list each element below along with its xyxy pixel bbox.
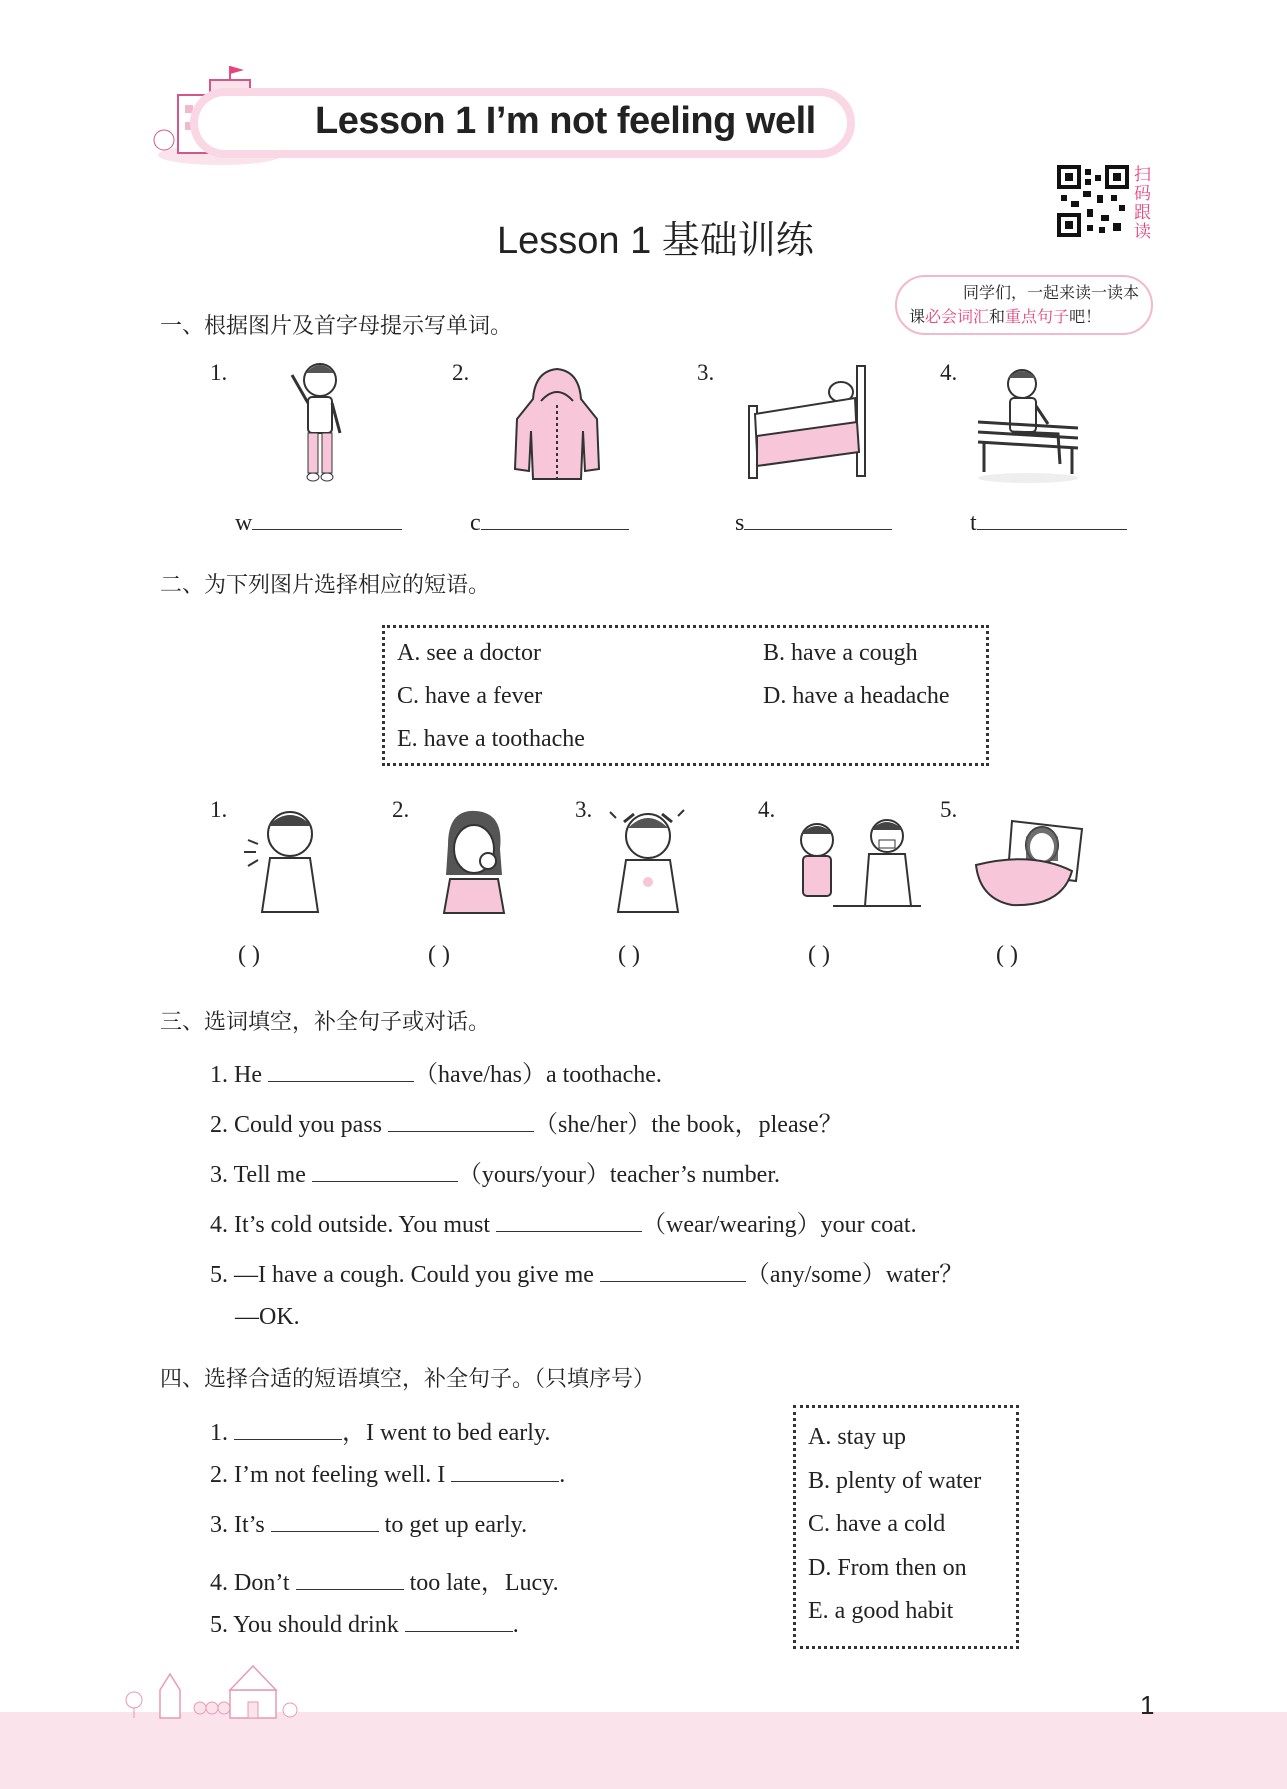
option-d: D. From then on bbox=[808, 1555, 967, 1581]
s2-item-num: 3. bbox=[575, 797, 593, 822]
blank[interactable] bbox=[296, 1589, 404, 1590]
option-a: A. stay up bbox=[808, 1424, 906, 1450]
blank[interactable] bbox=[268, 1081, 414, 1082]
s4-sentence: 1. ，I went to bed early. bbox=[210, 1420, 551, 1446]
section2-title: 二、为下列图片选择相应的短语。 bbox=[160, 573, 491, 598]
s1-answer-line[interactable]: c bbox=[470, 510, 629, 537]
cough-picture bbox=[240, 800, 330, 915]
s2-item-num: 2. bbox=[392, 797, 410, 822]
fever-picture bbox=[972, 815, 1092, 910]
s4-sentence: 5. You should drink . bbox=[210, 1612, 519, 1638]
section4-title: 四、选择合适的短语填空，补全句子。（只填序号） bbox=[160, 1367, 656, 1392]
blank[interactable] bbox=[600, 1281, 746, 1282]
s3-reply: —OK. bbox=[235, 1304, 300, 1330]
bed-picture bbox=[745, 362, 885, 487]
s2-answer-paren[interactable]: ( ) bbox=[996, 942, 1018, 968]
option-a: A. see a doctor bbox=[397, 640, 541, 666]
s3-sentence: 3. Tell me （yours/your）teacher’s number. bbox=[210, 1162, 781, 1188]
option-c: C. have a cold bbox=[808, 1511, 946, 1537]
s3-sentence: 1. He （have/has）a toothache. bbox=[210, 1062, 662, 1088]
blank[interactable] bbox=[234, 1439, 342, 1440]
boy-waving-picture bbox=[280, 355, 360, 495]
s2-item-num: 5. bbox=[940, 797, 958, 822]
town-illustration bbox=[120, 1660, 400, 1720]
s2-item-num: 4. bbox=[758, 797, 776, 822]
blank[interactable] bbox=[451, 1481, 559, 1482]
blank[interactable] bbox=[405, 1631, 513, 1632]
page-number: 1 bbox=[1140, 1690, 1155, 1720]
blank[interactable] bbox=[388, 1131, 534, 1132]
s1-answer-line[interactable]: s bbox=[735, 510, 892, 537]
speech-bubble: 同学们，一起来读一读本 课必会词汇和重点句子吧！ bbox=[895, 275, 1153, 335]
s4-sentence: 2. I’m not feeling well. I . bbox=[210, 1462, 566, 1488]
s3-sentence: 2. Could you pass （she/her）the book，please？ bbox=[210, 1112, 843, 1138]
s4-sentence: 3. It’s to get up early. bbox=[210, 1512, 528, 1538]
toothache-picture bbox=[428, 805, 518, 915]
qr-label: 扫 码 跟 读 bbox=[1134, 165, 1151, 242]
option-d: D. have a headache bbox=[763, 683, 950, 709]
footer-band bbox=[0, 1712, 1287, 1789]
s2-answer-paren[interactable]: ( ) bbox=[618, 942, 640, 968]
option-e: E. have a toothache bbox=[397, 726, 585, 752]
s2-answer-paren[interactable]: ( ) bbox=[238, 942, 260, 968]
lesson-banner bbox=[190, 88, 855, 158]
s1-item-num: 3. bbox=[697, 360, 715, 385]
coat-picture bbox=[507, 365, 607, 485]
s2-answer-paren[interactable]: ( ) bbox=[808, 942, 830, 968]
section1-title: 一、根据图片及首字母提示写单词。 bbox=[160, 314, 513, 339]
s2-answer-paren[interactable]: ( ) bbox=[428, 942, 450, 968]
s3-sentence: 5. —I have a cough. Could you give me （any/some）water？ bbox=[210, 1262, 964, 1288]
see-doctor-picture bbox=[785, 810, 925, 915]
option-c: C. have a fever bbox=[397, 683, 543, 709]
lesson-title: Lesson 1 I’m not feeling well bbox=[315, 100, 816, 142]
s2-options-box bbox=[382, 625, 989, 766]
option-b: B. have a cough bbox=[763, 640, 918, 666]
blank[interactable] bbox=[496, 1231, 642, 1232]
s2-item-num: 1. bbox=[210, 797, 228, 822]
option-e: E. a good habit bbox=[808, 1598, 954, 1624]
headache-picture bbox=[598, 798, 698, 915]
s4-options-box bbox=[793, 1405, 1019, 1649]
option-b: B. plenty of water bbox=[808, 1468, 982, 1494]
tired-boy-bench-picture bbox=[968, 362, 1098, 487]
s1-item-num: 1. bbox=[210, 360, 228, 385]
s1-answer-line[interactable]: w bbox=[235, 510, 402, 537]
s4-sentence: 4. Don’t too late，Lucy. bbox=[210, 1570, 559, 1596]
s1-answer-line[interactable]: t bbox=[970, 510, 1127, 537]
s3-sentence: 4. It’s cold outside. You must （wear/wearing）your coat. bbox=[210, 1212, 917, 1238]
blank[interactable] bbox=[312, 1181, 458, 1182]
section3-title: 三、选词填空，补全句子或对话。 bbox=[160, 1010, 491, 1035]
s1-item-num: 2. bbox=[452, 360, 470, 385]
blank[interactable] bbox=[271, 1531, 379, 1532]
page-subtitle: Lesson 1 基础训练 bbox=[497, 220, 814, 262]
s1-item-num: 4. bbox=[940, 360, 958, 385]
qr-code-icon bbox=[1057, 165, 1129, 237]
